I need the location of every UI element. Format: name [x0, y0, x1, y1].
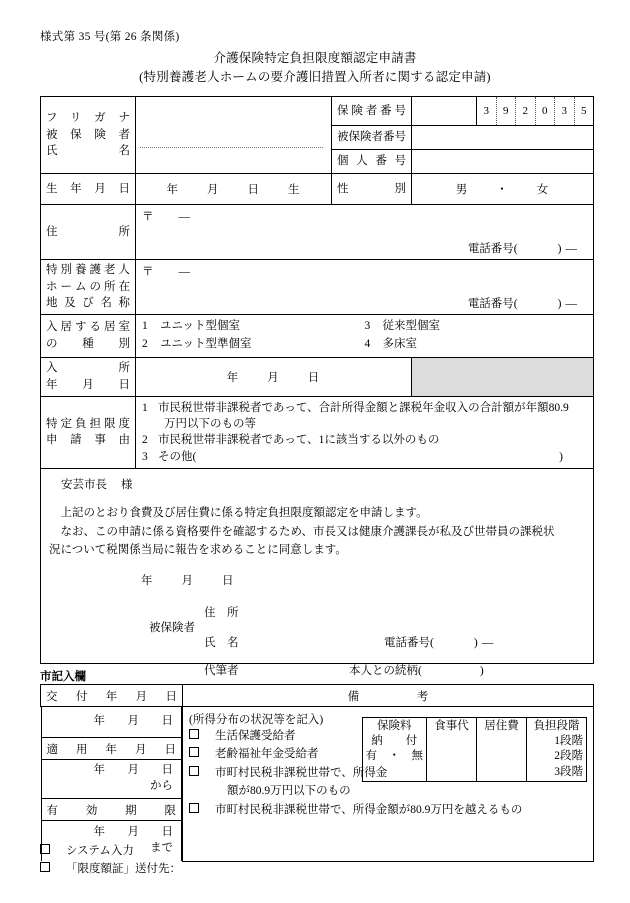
letter-date-field[interactable]	[127, 572, 585, 590]
fee-stage-row	[362, 718, 587, 782]
insured-name-input[interactable]	[136, 97, 332, 174]
remark-check-4-text: 市町村民税非課税世帯で、所得金額が80.9万円を越えるもの	[215, 803, 523, 816]
letter-cell	[41, 468, 594, 677]
postal-mark-icon: 〒	[142, 211, 155, 223]
reason-option-3[interactable]	[142, 449, 587, 465]
table-row-name	[41, 97, 594, 126]
checkbox-icon[interactable]	[189, 764, 215, 782]
checkbox-icon[interactable]	[189, 727, 215, 745]
room-option-4-text: 多床室	[382, 337, 417, 350]
meal-fee-cell[interactable]	[427, 718, 477, 782]
city-entry-table	[40, 684, 594, 862]
city-table-header-row	[41, 685, 594, 707]
signature-insured-label: 被保険者	[149, 621, 195, 634]
reason-label-line2: 申 請 事 由	[46, 434, 130, 447]
city-section-label: 市記入欄	[40, 671, 86, 683]
insured-number-label: 被保険者番号	[332, 126, 412, 150]
facility-postal-mark-icon: 〒	[142, 266, 155, 278]
postal-code-field[interactable]	[142, 208, 587, 224]
admission-year: 年	[226, 371, 240, 384]
facility-phone-dash: —	[565, 298, 577, 310]
remark-header: 備 考	[183, 685, 594, 707]
furigana-label: フリガナ	[46, 111, 130, 124]
reason-option-2-text: 市民税世帯非課税者であって、1に該当する以外のもの	[158, 434, 440, 447]
letter-paragraph-2: なお、この申請に係る資格要件を確認するため、市長又は健康介護課長が私及び世帯員の課税状	[60, 525, 555, 538]
room-option-1[interactable]	[142, 318, 365, 336]
room-option-2-num: 2	[142, 337, 148, 350]
facility-label-line2: ホームの所在	[46, 280, 130, 293]
apply-date-value[interactable]	[41, 760, 182, 799]
room-option-4[interactable]	[365, 336, 588, 354]
reason-options	[136, 396, 594, 468]
signature-relation-label: 本人との続柄(	[349, 664, 422, 677]
apply-date-day: 日	[161, 764, 173, 777]
table-row-address	[41, 205, 594, 260]
personal-number-input[interactable]	[412, 150, 594, 174]
address-phone-field[interactable]	[468, 240, 577, 256]
issue-date-value-row[interactable]	[41, 707, 182, 738]
date-rows-container	[41, 707, 183, 862]
checkbox-icon[interactable]	[189, 745, 215, 763]
room-option-3-num: 3	[364, 320, 371, 333]
checkbox-icon[interactable]	[189, 801, 215, 819]
facility-input[interactable]	[136, 260, 594, 315]
table-row-reason	[41, 396, 594, 468]
premium-line-3[interactable]: 有 ・ 無	[365, 750, 423, 763]
remark-check-1-text: 生活保護受給者	[215, 730, 296, 742]
room-type-label	[41, 315, 136, 358]
reason-option-1-num: 1	[142, 401, 148, 414]
reason-option-3-close: )	[559, 450, 563, 463]
facility-postal-dash: —	[178, 266, 191, 278]
admission-date-input[interactable]	[136, 357, 412, 396]
birthdate-suffix: 生	[288, 184, 301, 196]
premium-line-1: 保険料	[377, 720, 412, 732]
checkbox-icon[interactable]	[40, 844, 66, 857]
premium-line-2: 納 付	[371, 735, 418, 748]
address-phone-dash: —	[565, 243, 577, 255]
reason-option-1-text: 市民税世帯非課税者であって、合計所得金額と課税年金収入の合計額が年額80.9	[158, 401, 569, 414]
admission-label-line2: 年 月 日	[46, 378, 130, 391]
insurer-number-label: 保険者番号	[332, 97, 412, 126]
checkbox-icon[interactable]	[40, 862, 66, 875]
reason-option-1-cont: 万円以下のもの等	[164, 417, 256, 430]
remark-cell	[183, 707, 594, 862]
insured-label-line2: 氏 名	[46, 145, 130, 158]
residence-fee-cell[interactable]	[477, 718, 527, 782]
burden-stage-cell[interactable]	[527, 718, 587, 782]
signature-proxy-label: 代筆者	[204, 664, 239, 677]
insurer-digit-5: 3	[555, 97, 575, 125]
address-phone-label: 電話番号(	[467, 243, 518, 255]
admission-label	[41, 357, 136, 396]
signature-block	[49, 600, 585, 677]
furigana-dotted-line	[140, 129, 323, 148]
reason-option-2[interactable]	[142, 432, 587, 448]
table-row-birthdate	[41, 174, 594, 205]
room-option-4-num: 4	[364, 337, 371, 350]
footer-check-1-text: システム入力	[66, 845, 134, 857]
birthdate-day: 日	[247, 184, 260, 196]
gender-separator: ・	[496, 184, 509, 196]
expiry-month: 月	[127, 826, 139, 839]
admission-month: 月	[267, 371, 280, 384]
table-row-facility	[41, 260, 594, 315]
gender-label: 性 別	[332, 174, 412, 205]
footer-check-system-entry[interactable]	[40, 842, 134, 858]
room-option-1-num: 1	[142, 320, 148, 333]
admission-label-line1: 入 所	[46, 361, 130, 374]
postal-dash: —	[178, 211, 191, 223]
letter-date-month: 月	[181, 574, 194, 587]
birthdate-month: 月	[207, 184, 220, 196]
issue-date-header: 交 付 年 月 日	[41, 685, 183, 707]
table-row-admission	[41, 357, 594, 396]
room-option-2-text: ユニット型準個室	[160, 337, 252, 350]
expiry-year: 年	[93, 826, 105, 839]
apply-date-suffix: から	[150, 780, 173, 792]
facility-phone-close: )	[557, 298, 562, 310]
facility-phone-field[interactable]	[468, 295, 577, 311]
room-option-2[interactable]	[142, 336, 365, 354]
reason-label-line1: 特定負担限度	[46, 417, 130, 430]
room-type-label-line2: の 種 別	[46, 337, 130, 350]
insurer-digit-4: 0	[536, 97, 556, 125]
signature-name-label: 氏 名	[204, 636, 239, 649]
signature-relation-close: )	[479, 664, 484, 677]
burden-stage-header: 負担段階	[533, 720, 580, 732]
insured-name-label-cell	[41, 97, 136, 174]
issue-date-year: 年	[93, 715, 105, 728]
facility-label-line1: 特別養護老人	[46, 264, 130, 276]
meal-fee-header: 食事代	[434, 720, 469, 732]
page-title: 介護保険特定負担限度額認定申請書	[213, 51, 417, 65]
city-table-body-row	[41, 707, 594, 862]
birthdate-label: 生年月日	[41, 174, 136, 205]
remark-check-3-cont: 額が80.9万円以下のもの	[227, 785, 351, 798]
letter-paragraph-2-cont: 況について税関係当局に報告を求めることに同意します。	[49, 544, 347, 557]
reason-option-3-text: その他(	[158, 450, 197, 463]
residence-fee-header: 居住費	[484, 720, 519, 732]
burden-stage-3[interactable]: 3段階	[554, 765, 583, 778]
insurer-digit-3: 2	[516, 97, 536, 125]
room-option-1-text: ユニット型個室	[160, 320, 241, 333]
letter-paragraph-1: 上記のとおり食費及び居住費に係る特定負担限度額認定を申請します。	[60, 507, 428, 520]
address-label: 住 所	[41, 205, 136, 260]
insurer-number-cell[interactable]	[412, 97, 594, 126]
burden-stage-1[interactable]: 1段階	[554, 735, 583, 748]
address-input[interactable]	[136, 205, 594, 260]
table-row-room-type	[41, 315, 594, 358]
address-phone-close: )	[557, 243, 562, 255]
issue-date-month: 月	[127, 715, 139, 728]
signature-phone-dash: —	[481, 636, 494, 649]
signature-address-label: 住 所	[204, 606, 239, 619]
footer-check-certificate-destination[interactable]	[40, 860, 181, 876]
addressee-honorific: 様	[121, 478, 133, 491]
apply-date-month: 月	[127, 764, 139, 777]
issue-date-value[interactable]	[41, 707, 182, 738]
reason-option-2-num: 2	[142, 434, 148, 447]
gender-male[interactable]: 男	[455, 184, 469, 196]
apply-date-label-row	[41, 738, 182, 760]
premium-cell[interactable]	[362, 718, 427, 782]
room-type-label-line1: 入居する居室	[46, 321, 130, 334]
reason-label	[41, 396, 136, 468]
form-number: 様式第 35 号(第 26 条関係)	[40, 31, 180, 43]
signature-phone-close: )	[473, 636, 478, 649]
facility-label	[41, 260, 136, 315]
apply-date-value-row[interactable]	[41, 760, 182, 799]
fee-stage-table	[362, 717, 588, 782]
remark-check-2-text: 老齢福祉年金受給者	[215, 748, 319, 761]
expiry-label: 有 効 期 限	[41, 799, 182, 821]
reason-option-1[interactable]	[142, 400, 587, 416]
insured-number-input[interactable]	[412, 126, 594, 150]
expiry-label-row	[41, 799, 182, 821]
signature-relation-field[interactable]	[349, 662, 484, 680]
room-option-3-text: 従来型個室	[382, 320, 440, 333]
letter-date-year: 年	[141, 574, 154, 587]
birthdate-input[interactable]	[136, 174, 332, 205]
admission-shaded-cell	[412, 357, 594, 396]
insurer-number-blank	[412, 97, 477, 125]
apply-date-year: 年	[93, 764, 105, 777]
apply-date-label: 適 用 年 月 日	[41, 738, 182, 760]
gender-female[interactable]: 女	[536, 184, 550, 196]
burden-stage-2[interactable]: 2段階	[554, 750, 583, 763]
facility-postal-field[interactable]	[142, 263, 587, 279]
insurer-digit-1: 3	[477, 97, 497, 125]
expiry-day: 日	[161, 826, 173, 839]
facility-phone-label: 電話番号(	[467, 298, 518, 310]
admission-day: 日	[307, 371, 321, 384]
reason-option-3-num: 3	[142, 450, 148, 463]
insured-label-line1: 被保険者	[46, 128, 130, 141]
remark-instruction: (所得分布の状況等を記入)	[189, 714, 324, 726]
letter-date-day: 日	[222, 574, 235, 587]
insurer-digit-6: 5	[581, 105, 587, 117]
room-type-options	[136, 315, 594, 358]
table-row-letter	[41, 468, 594, 663]
gender-choice[interactable]	[412, 174, 594, 205]
page-subtitle: (特別養護老人ホームの要介護旧措置入所者に関する認定申請)	[139, 70, 491, 84]
issue-date-day: 日	[161, 715, 173, 728]
personal-number-label: 個人番号	[332, 150, 412, 174]
expiry-suffix: まで	[150, 842, 173, 854]
addressee-line	[61, 476, 585, 494]
birthdate-year: 年	[166, 184, 179, 196]
insurer-digit-2: 9	[497, 97, 517, 125]
facility-label-line3: 地及び名称	[46, 297, 130, 310]
signature-phone-field[interactable]	[384, 634, 493, 652]
insurer-number-grid	[412, 97, 593, 125]
date-rows-table	[41, 707, 183, 861]
addressee: 安芸市長	[61, 478, 107, 491]
remark-check-4[interactable]	[189, 801, 587, 819]
remark-check-3-text: 市町村民税非課税世帯で、所得金	[215, 766, 388, 779]
signature-phone-label: 電話番号(	[384, 636, 434, 649]
room-option-3[interactable]	[365, 318, 588, 336]
footer-check-2-text: 「限度額証」送付先：	[66, 863, 181, 875]
